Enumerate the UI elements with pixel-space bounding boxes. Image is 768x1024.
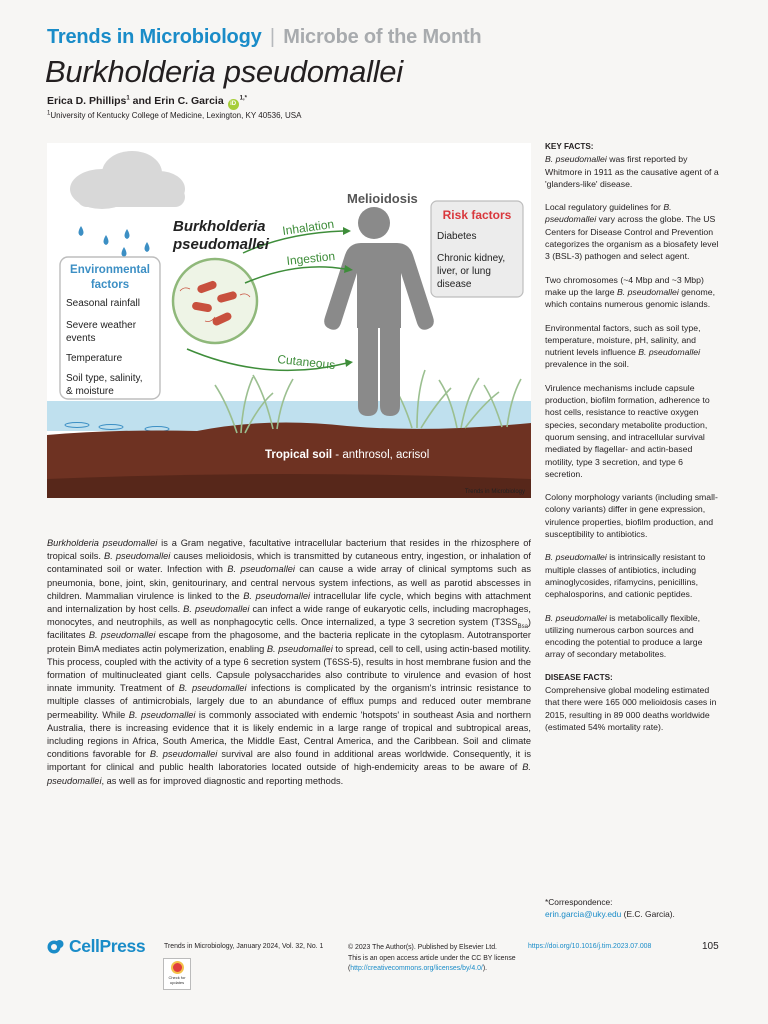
disease-title: Melioidosis bbox=[347, 191, 418, 206]
risk-item: Diabetes bbox=[437, 231, 477, 242]
correspondence-name: (E.C. Garcia). bbox=[621, 909, 675, 919]
body-text-run: survival are also found in additional areas worldwide. Consequently, it is important for clinical and public health laboratories located outside of high-endemicity areas to be aware of bbox=[47, 749, 531, 773]
soil-label-bold: Tropical soil bbox=[265, 449, 333, 461]
risk-item: Chronic kidney, bbox=[437, 253, 506, 264]
main-body-paragraph bbox=[47, 537, 531, 788]
fact-text: genome, which contains numerous genomic islands. bbox=[545, 286, 716, 310]
risk-item: liver, or lung bbox=[437, 266, 491, 277]
species-name: B. pseudomallei bbox=[104, 551, 171, 562]
copyright-text: © 2023 The Author(s). Published by Elsevier Ltd. bbox=[348, 944, 497, 951]
body-text-run: intracellular life cycle, which begins with attachment and internalization by host cells. bbox=[47, 590, 531, 615]
body-text-run: causes melioidosis, which is transmitted by cutaneous entry, ingestion, or inhalation of contaminated soil or water. Infection with bbox=[47, 551, 531, 575]
env-item: Temperature bbox=[66, 353, 123, 364]
body-text-run: , as well as for improved diagnostic and reporting methods. bbox=[101, 775, 344, 786]
check-for-updates-badge[interactable] bbox=[163, 958, 191, 990]
species-name: B. pseudomallei bbox=[178, 683, 247, 694]
correspondence bbox=[545, 896, 723, 920]
species-name: B. pseudomallei bbox=[183, 604, 250, 615]
organism-label-line1: Burkholderia bbox=[173, 218, 266, 235]
species-name: Burkholderia pseudomallei bbox=[47, 538, 158, 548]
fact-text: Comprehensive global modeling estimated that there were 165 000 melioidosis cases in 2015, resulting in 89 000 deaths worldwide (estimated 54% mortality rate). bbox=[545, 684, 717, 732]
fact-text: Two chromosomes (~4 Mbp and ~3 Mbp) make up the large bbox=[545, 274, 704, 297]
species-name: B. pseudomallei bbox=[47, 762, 531, 786]
graphical-figure bbox=[47, 143, 531, 498]
soil-label bbox=[265, 449, 429, 461]
soil-label-rest: - anthrosol, acrisol bbox=[332, 449, 430, 461]
figure-illustration bbox=[47, 143, 531, 498]
env-item: Soil type, salinity, bbox=[66, 373, 143, 384]
route-cutaneous: Cutaneous bbox=[276, 352, 336, 373]
body-text-run: can infect a wide range of eukaryotic cells, including macrophages, monocytes, and neutrophils, as well as nonphagocytic cells. Once internalized, a type 3 secretion system (T3SS bbox=[47, 604, 532, 628]
affiliation-text: University of Kentucky College of Medicine, Lexington, KY 40536, USA bbox=[50, 111, 302, 120]
key-fact bbox=[545, 322, 723, 371]
fact-text: Environmental factors, such as soil type, temperature, moisture, pH, salinity, and nutrient levels influence bbox=[545, 322, 701, 358]
species-name: B. pseudomallei bbox=[616, 286, 679, 297]
key-fact bbox=[545, 201, 723, 262]
author-name: Erica D. Phillips bbox=[47, 95, 127, 107]
fact-text: prevalence in the soil. bbox=[545, 359, 630, 370]
figure-credit: Trends in Microbiology bbox=[464, 489, 525, 495]
license-paren: ). bbox=[482, 965, 488, 973]
species-name: B. pseudomallei bbox=[88, 630, 156, 641]
correspondence-label: *Correspondence: bbox=[545, 897, 613, 907]
body-text-run: to spread, cell to cell, using actin-based motility. This process, coupled with the activity of a type 6 secretion system (T6SS-5), results in host membrane fusion and the formation of multinucleated giant cells. Capsule polysaccharides also contribute to virulence and evasion of host innate immunity. Treatment of bbox=[47, 643, 531, 694]
correspondence-email-link[interactable]: erin.garcia@uky.edu bbox=[545, 909, 622, 919]
key-fact bbox=[545, 612, 723, 661]
species-name: B. pseudomallei bbox=[128, 709, 196, 720]
check-updates-label: Check for updates bbox=[168, 975, 186, 985]
key-fact bbox=[545, 153, 723, 190]
journal-header bbox=[47, 26, 481, 49]
author-name: Erin C. Garcia bbox=[154, 95, 224, 107]
env-item: Seasonal rainfall bbox=[66, 298, 140, 309]
copyright-notice bbox=[348, 943, 533, 975]
journal-name[interactable]: Trends in Microbiology bbox=[47, 26, 262, 48]
body-text-run: infections is complicated by the organism's intrinsic resistance to multiple classes of antimicrobials, largely due to an abundance of efflux pumps and reduced outer membrane permeability. While bbox=[47, 683, 531, 720]
fact-text: Local regulatory guidelines for bbox=[545, 202, 664, 213]
affiliation-marker: 1 bbox=[126, 95, 130, 102]
section-name: Microbe of the Month bbox=[283, 26, 482, 48]
fact-text: is metabolically flexible, utilizing numerous carbon sources and encoding the potential to produce a large array of secondary metabolites. bbox=[545, 612, 703, 660]
key-fact bbox=[545, 551, 723, 600]
fact-text: vary across the globe. The US Centers for Disease Control and Prevention categorizes the organism as a biosafety level 3 (BSL-3) pathogen and select agent. bbox=[545, 214, 719, 262]
bacteria-circle bbox=[173, 259, 257, 343]
species-name: B. pseudomallei bbox=[545, 154, 607, 165]
species-name: B. pseudomallei bbox=[266, 643, 333, 654]
raindrop-icon bbox=[79, 226, 150, 257]
route-ingestion: Ingestion bbox=[285, 248, 336, 268]
key-fact bbox=[545, 382, 723, 480]
body-text-run: is commonly associated with endemic 'hotspots' in southeast Asia and northern Australia, there is increasing evidence that it is likely endemic in a large range of tropical and subtropical areas, including regions in Africa, South America, the Middle East, Central America, and the Caribbean. Soil and climate conditions favorable for bbox=[47, 709, 531, 760]
species-name: B. pseudomallei bbox=[227, 564, 295, 575]
species-name: B. pseudomallei bbox=[638, 347, 701, 358]
species-name: B. pseudomallei bbox=[545, 202, 672, 225]
risk-item: disease bbox=[437, 279, 472, 290]
soil-deep-layer bbox=[47, 474, 531, 498]
env-title-line1: Environmental bbox=[70, 264, 150, 276]
orcid-icon[interactable]: iD bbox=[228, 99, 239, 110]
species-name: B. pseudomallei bbox=[243, 590, 311, 601]
fact-text: is intrinsically resistant to multiple classes of antibiotics, including aminoglycosides, rifamycins, penicillins, cephalosporins, and cationic peptides. bbox=[545, 552, 706, 600]
route-inhalation: Inhalation bbox=[281, 216, 335, 238]
cellpress-logo-icon bbox=[47, 938, 65, 956]
author-joiner: and bbox=[129, 95, 155, 107]
key-fact bbox=[545, 491, 723, 540]
fact-text: Colony morphology variants (including small-colony variants) differ in gene expression, virulence properties, biofilm production, and susceptibility to antibiotics. bbox=[545, 492, 718, 540]
check-updates-icon bbox=[171, 961, 184, 974]
cellpress-logo-text: CellPress bbox=[69, 936, 146, 956]
fact-text: Virulence mechanisms include capsule production, biofilm formation, adherence to host cells, resistance to reactive oxygen species, secondary metabolite production, quorum sensing, and intracellular survival mediated by flagellar- and actin-based motility, type 3 secretion, and type 6 secretion. bbox=[545, 382, 710, 479]
human-figure bbox=[324, 207, 434, 416]
license-paren: ( bbox=[348, 965, 351, 973]
cellpress-logo[interactable] bbox=[47, 936, 145, 957]
body-text-run: is a Gram negative, facultative intracellular bacterium that resides in the rhizosphere of tropical soils. bbox=[47, 538, 531, 562]
doi-link[interactable]: https://doi.org/10.1016/j.tim.2023.07.008 bbox=[528, 943, 652, 950]
journal-citation: Trends in Microbiology, January 2024, Vol. 32, No. 1 bbox=[164, 943, 324, 950]
page-number: 105 bbox=[702, 941, 719, 952]
env-item: events bbox=[66, 333, 96, 344]
species-name: B. pseudomallei bbox=[545, 552, 607, 563]
key-facts-sidebar bbox=[545, 141, 723, 744]
disease-fact bbox=[545, 684, 723, 733]
affiliation-marker: 1,* bbox=[239, 95, 247, 102]
author-list bbox=[47, 95, 247, 110]
env-item: & moisture bbox=[66, 386, 114, 397]
key-fact bbox=[545, 274, 723, 311]
affiliation-marker: 1 bbox=[47, 110, 51, 117]
article-title: Burkholderia pseudomallei bbox=[45, 54, 403, 89]
body-text-run: can cause a wide array of clinical symptoms such as pneumonia, bone, joint, skin, genitourinary, and central nervous system infections, as well as parotid abscesses in children. Mammalian virulence is linked to the bbox=[47, 564, 531, 601]
fact-text: was first reported by Whitmore in 1911 as the causative agent of a 'glanders-like' disease. bbox=[545, 154, 719, 189]
header-separator: | bbox=[269, 26, 275, 48]
license-text: This is an open access article under the CC BY license bbox=[348, 954, 516, 962]
organism-label-line2: pseudomallei bbox=[173, 236, 269, 253]
body-text-run: escape from the phagosome, and the bacteria replicate in the cytoplasm. Autotransporter protein BimA mediates actin polymerization, enabling bbox=[47, 630, 531, 654]
cloud-icon bbox=[70, 151, 185, 209]
species-name: B. pseudomallei bbox=[545, 612, 607, 623]
key-facts-heading: KEY FACTS: bbox=[545, 142, 594, 151]
subscript: Bsa bbox=[517, 624, 528, 631]
license-link[interactable]: http://creativecommons.org/licenses/by/4.0/ bbox=[350, 965, 483, 973]
body-text-run: ) facilitates bbox=[47, 617, 531, 641]
env-title-line2: factors bbox=[90, 279, 130, 291]
env-item: Severe weather bbox=[66, 320, 137, 331]
affiliation bbox=[47, 111, 301, 120]
risk-title: Risk factors bbox=[442, 208, 512, 222]
species-name: B. pseudomallei bbox=[149, 749, 218, 760]
disease-facts-heading: DISEASE FACTS: bbox=[545, 672, 613, 682]
